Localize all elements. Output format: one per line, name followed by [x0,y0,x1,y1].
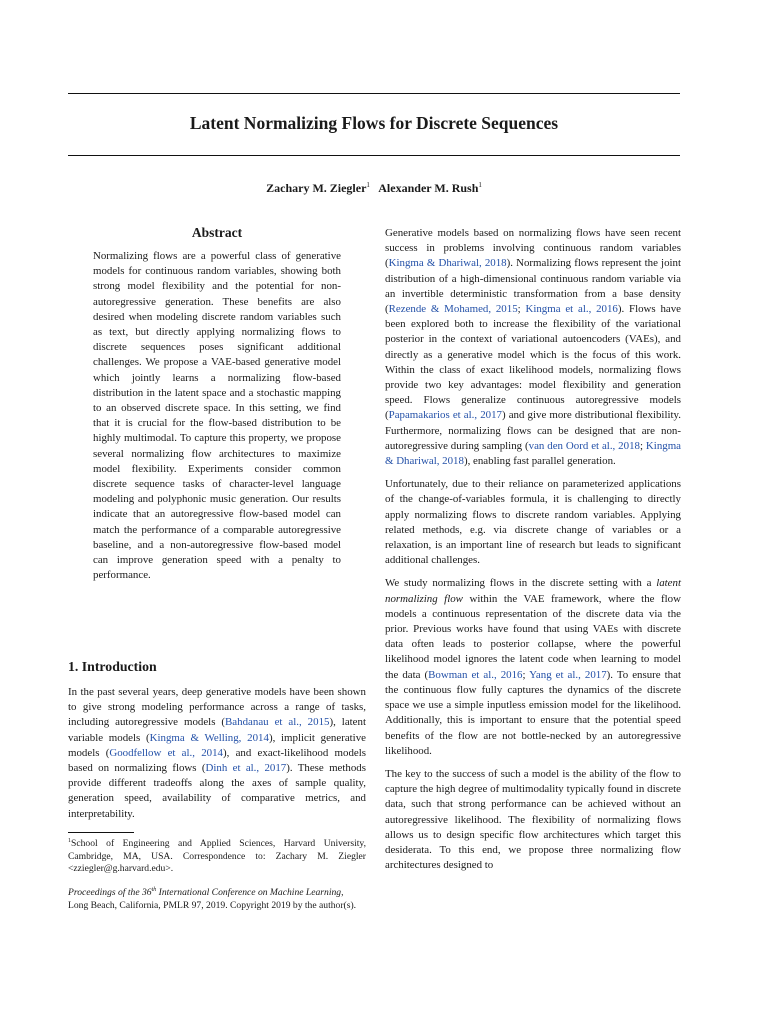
citation-link[interactable]: Yang et al., 2017 [529,668,607,681]
text-span: We study normalizing flows in the discrete setting with a [385,577,657,590]
author-list [68,181,680,196]
text-span: ), latent variable models ( [68,716,366,744]
citation-link[interactable]: van den Oord et al., 2018 [528,439,640,452]
intro-paragraph [68,685,366,822]
text-span: ), enabling fast parallel generation. [463,455,616,468]
text-span: ), and exact-likelihood models based on normalizing flows ( [68,746,366,775]
emphasis-text: latent normalizing flow [385,577,681,605]
text-span: ). To ensure that the continuous flow fully captures the dynamics of the discrete space we use a simple inputless emission model for the likelihood. Additionally, this is important to ensure that the potential speed benefits of the flow are not bottle-necked by an autoregressive likelihood. [385,668,681,757]
citation-link[interactable]: Kingma & Dhariwal, 2018 [388,257,507,270]
paragraph: The key to the success of such a model is the ability of the flow to capture the high degree of multimodality typically found in discrete data, such that strong performance can be achieved without an autoregressive likelihood. The flexibility of normalizing flows allows us to design specific flow architectures which target this desiderata. To this end, we propose three normalizing flow architectures designed to [385,767,681,872]
citation-link[interactable]: Dinh et al., 2017 [205,762,287,775]
proceedings-italic: Proceedings of the 36 [68,887,152,898]
citation-link[interactable]: Kingma et al., 2016 [525,303,618,316]
text-span: ; [517,303,526,316]
citation-link[interactable]: Bowman et al., 2016 [428,668,523,681]
ordinal-suffix: th [151,887,157,893]
text-span: ). Normalizing flows represent the joint distribution of a high-dimensional continuous random variable via an invertible deterministic transformation from a base density ( [385,257,682,316]
footnote-rule [68,832,134,833]
paragraph: Unfortunately, due to their reliance on parameterized applications of the change-of-variables formula, it is challenging to directly apply normalizing flows to discrete random variables. Applying related methods, e.g. via discrete change of variables or a relaxation, is an important line of research but leads to significant additional challenges. [385,478,681,567]
right-column [385,226,681,881]
author-name: Alexander M. Rush [378,181,479,195]
footnote-marker: 1 [68,838,71,844]
section-heading-introduction: 1. Introduction [68,659,157,674]
text-span: ) and give more distributional flexibility. Furthermore, normalizing flows can be designed that are non-autoregressive during sampling ( [385,409,681,452]
author-affil: 1 [478,181,482,189]
text-span: ), implicit generative models ( [68,731,366,759]
citation-link[interactable]: Papamakarios et al., 2017 [388,409,502,422]
proceedings-text: , Long Beach, California, PMLR 97, 2019. Copyright 2019 by the author(s). [68,887,357,911]
text-span: In the past several years, deep generative models have been shown to give strong modeling performance across a range of tasks, including autoregressive models ( [68,686,366,729]
citation-link[interactable]: Kingma & Dhariwal, 2018 [385,439,682,468]
text-span: ). These methods provide different tradeoffs along the axes of sample quality, generation speed, availability of comparative metrics, and interpretability. [68,762,366,820]
citation-link[interactable]: Rezende & Mohamed, 2015 [388,303,518,316]
proceedings-note [68,884,366,912]
author-affil: 1 [366,181,370,189]
text-span: Generative models based on normalizing flows have seen recent success in problems involving continuous random variables ( [385,227,681,270]
abstract-text: Normalizing flows are a powerful class of generative models for continuous random variables, showing both strong model flexibility and the potential for non-autoregressive generation. These benefits are also desired when modeling discrete random variables such as text, but directly applying normalizing flows to discrete sequences poses significant additional challenges. We propose a VAE-based generative model which jointly learns a normalizing flow-based distribution in the latent space and a stochastic mapping to an observed discrete space. In this setting, we find that it is crucial for the flow-based distribution to be highly multimodal. To capture this property, we propose several normalizing flow architectures to maximize model flexibility. Experiments consider common discrete sequence tasks of character-level language modeling and polyphonic music generation. Our results indicate that an autoregressive flow-based model can match the performance of a comparable autoregressive baseline, and a non-autoregressive flow-based model can improve generation speed with a penalty to performance. [93,250,341,582]
title-bottom-rule [68,155,680,156]
citation-link[interactable]: Goodfellow et al., 2014 [109,746,223,759]
affiliation-footnote [68,835,366,876]
proceedings-italic: International Conference on Machine Learning [156,887,342,898]
text-span: ; [639,439,646,452]
paragraph [385,226,681,469]
text-span: ; [522,668,530,681]
citation-link[interactable]: Kingma & Welling, 2014 [149,731,269,744]
paper-title: Latent Normalizing Flows for Discrete Sequences [189,113,559,133]
paragraph [385,576,681,758]
footnote-text: School of Engineering and Applied Sciences, Harvard University, Cambridge, MA, USA. Correspondence to: Zachary M. Ziegler <zziegler@g.harvard.edu>. [68,838,366,875]
top-rule [68,93,680,94]
abstract-heading: Abstract [191,225,243,240]
citation-link[interactable]: Bahdanau et al., 2015 [225,716,330,729]
author-name: Zachary M. Ziegler [266,181,367,195]
text-span: within the VAE framework, where the flow models a continuous representation of the discrete data via the prior. Previous works have found that using VAEs with discrete data often leads to posterior collapse, where the powerful likelihood model ignores the latent code when learning to model the data ( [385,592,681,681]
text-span: ). Flows have been explored both to increase the flexibility of the variational posterior in the context of variational autoencoders (VAEs), and directly as a generative model which is the focus of this work. Within the class of exact likelihood models, normalizing flows provide two key advantages: model flexibility and generation speed. Flows generalize continuous autoregressive models ( [385,303,682,422]
